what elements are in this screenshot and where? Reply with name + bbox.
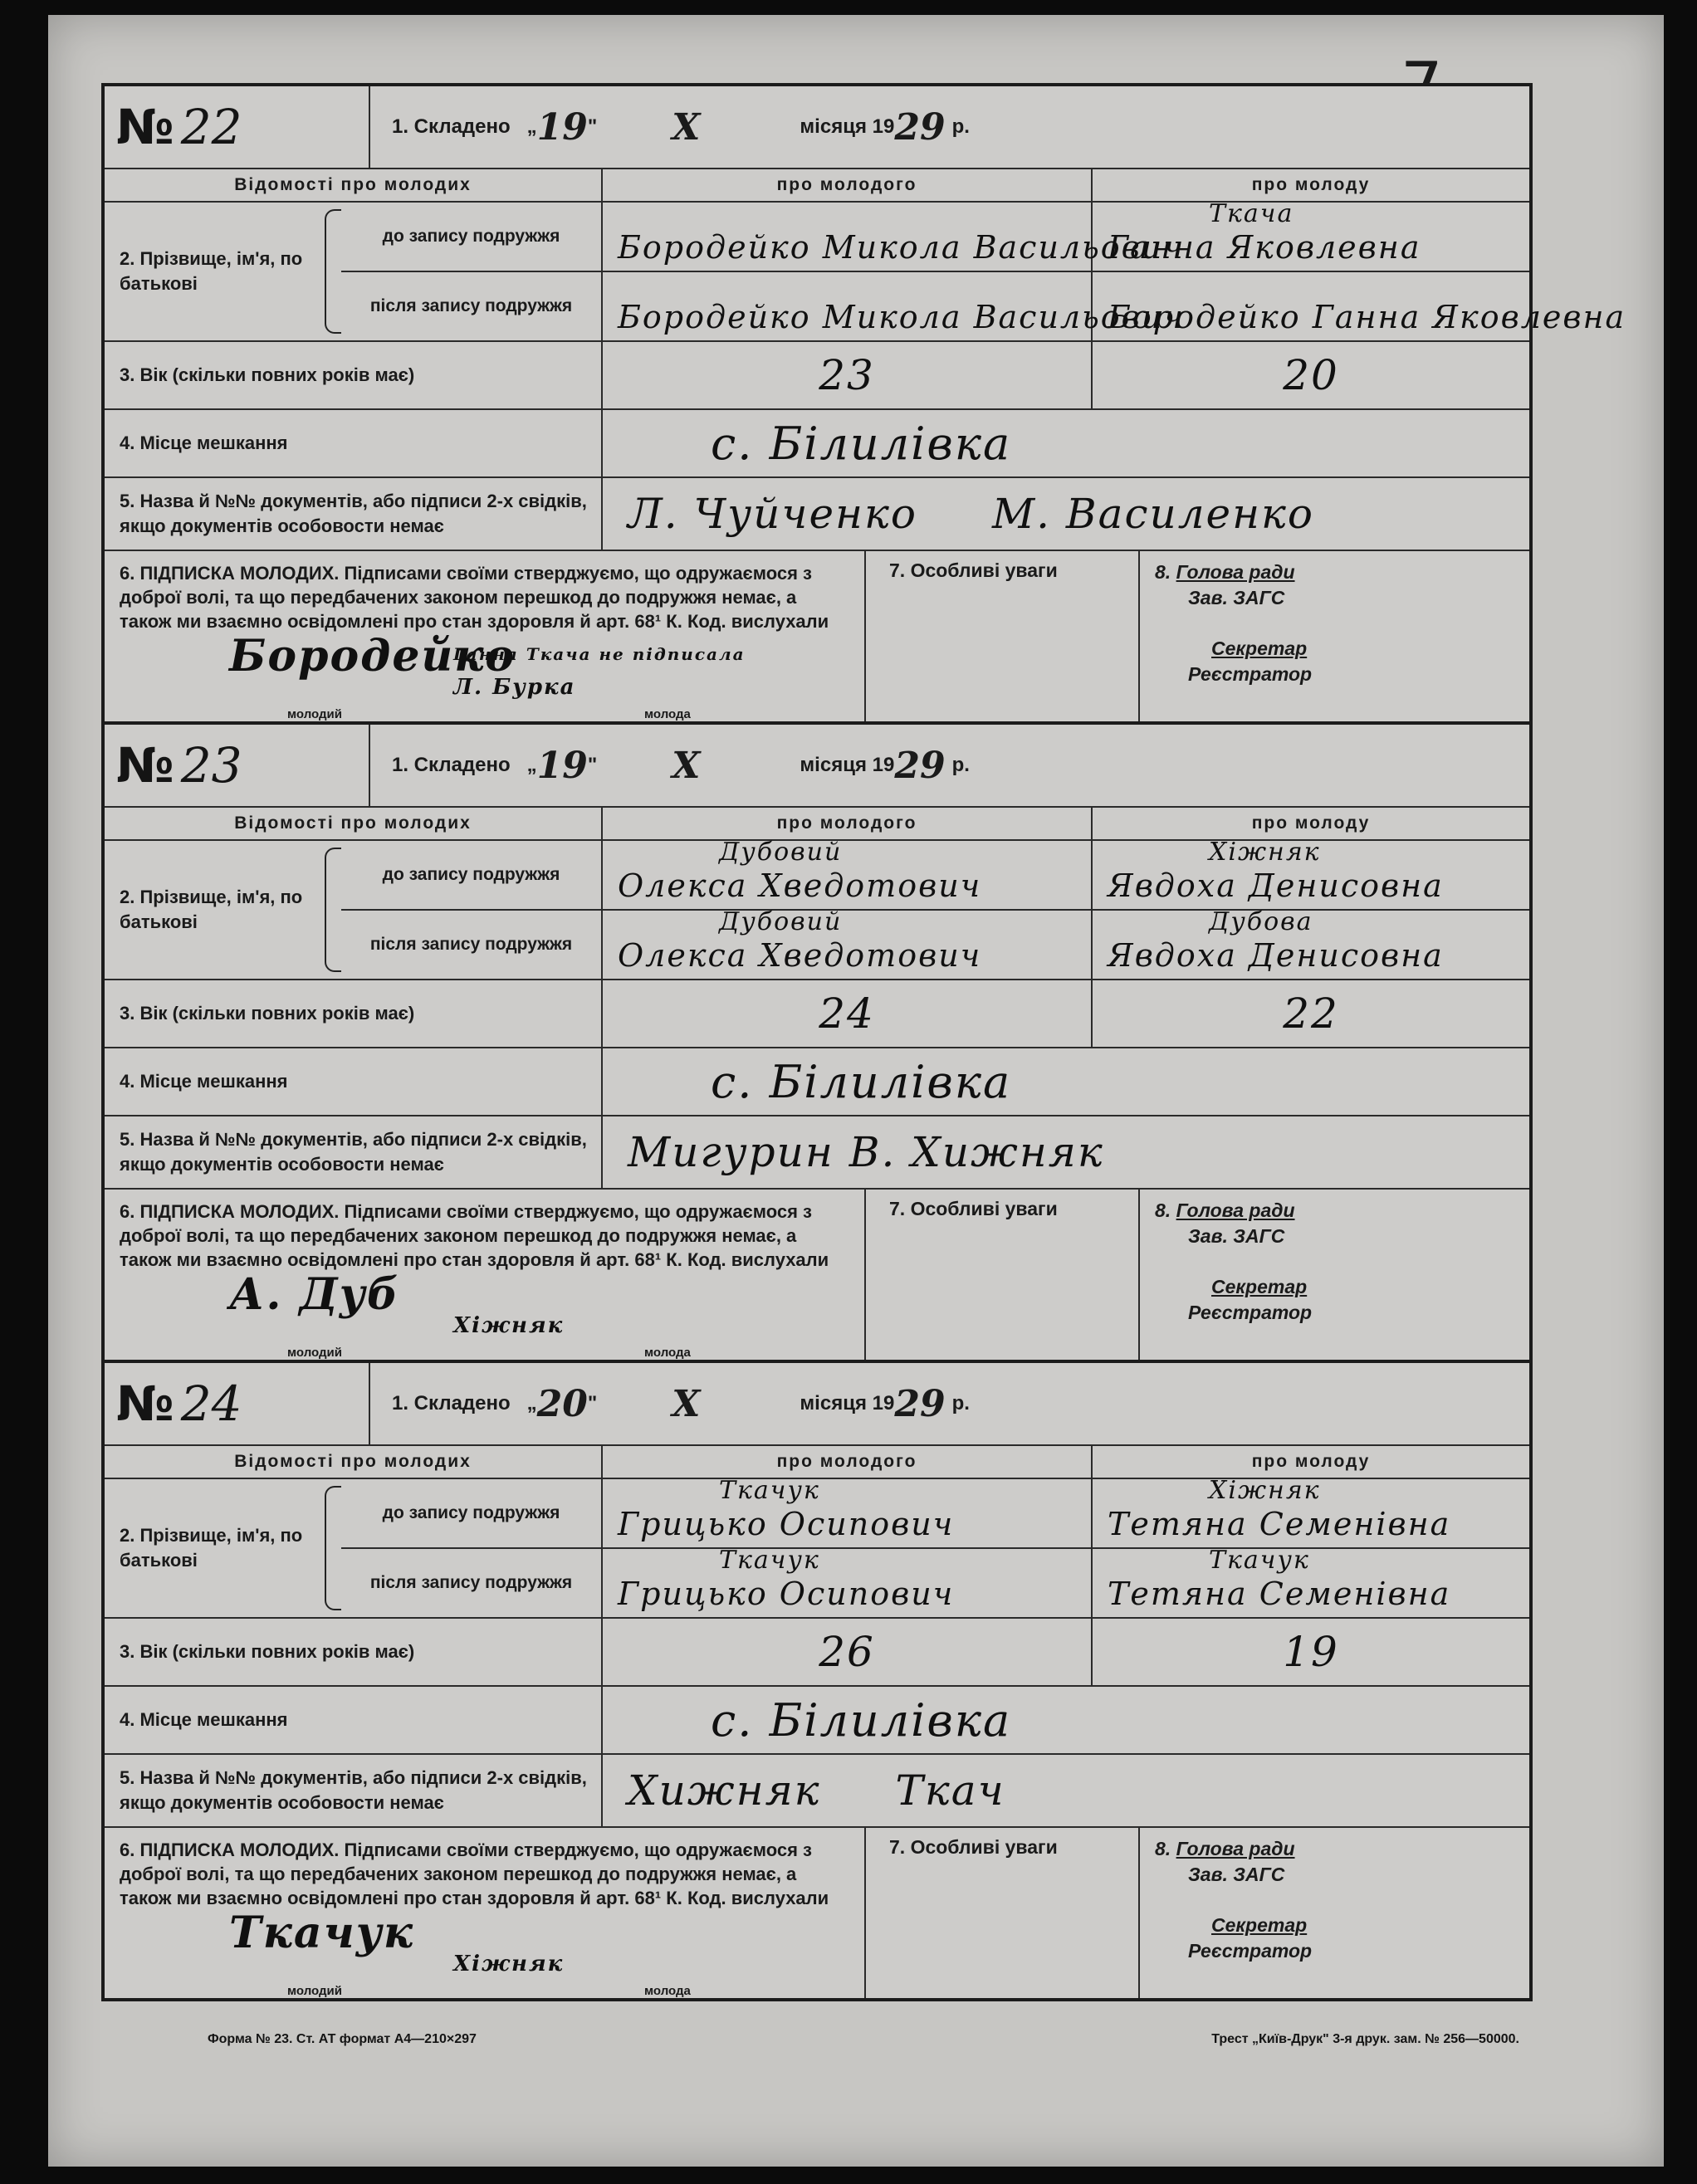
groom-header: про молодого [603,1446,1093,1478]
groom-signature: А. Дуб [229,1269,400,1320]
notes-label: 7. Особливі уваги [866,1828,1140,1998]
bride-name-after: Тетяна Семенівна [1108,1576,1451,1612]
pledge-text: Підписами своїми стверджуємо, що одружаємося з доброї волі, та що передбачених законом перешкод до подружжя немає, а також ми взаємно освідомлені про стан здоровля й арт. 68¹ К. Код. вислухали [120,563,829,632]
bride-surname-before: Хіжняк [1209,1476,1321,1505]
record-subheader-row [105,169,1529,203]
footer-form-info: Форма № 23. Ст. АТ формат А4—210×297 [208,2032,477,2046]
marriage-record [105,725,1529,1363]
record-month: X [672,744,701,787]
groom-name-before: Олекса Хведотович [618,867,982,904]
bride-signature: Хіжняк [453,1313,565,1338]
secretary-label: Секретар [1211,1914,1308,1936]
bride-signature-label: молода [644,1346,691,1360]
residence-label: 4. Місце мешкання [105,1048,603,1115]
before-marriage-label: до запису подружжя [341,1479,601,1549]
pledge-cell [105,551,866,721]
secretary-label: Секретар [1211,638,1308,659]
bride-signature: Хіжняк [453,1952,565,1976]
groom-age: 24 [603,980,1093,1047]
groom-name-before: Грицько Осипович [618,1506,955,1542]
notes-label: 7. Особливі уваги [866,551,1140,721]
witnesses-cell [603,1755,1529,1826]
groom-name-after: Грицько Осипович [618,1576,955,1612]
bride-names-cell [1093,199,1626,340]
names-row [105,838,1529,980]
residence-value: с. Білилівка [711,417,1012,470]
bride-name-after: Явдоха Денисовна [1108,937,1444,974]
bride-name-before: Явдоха Денисовна [1108,867,1444,904]
officials-cell [1140,1828,1529,1998]
age-row [105,980,1529,1048]
names-label: 2. Прізвище, ім'я, по батькові [120,887,303,932]
groom-name-after: Олекса Хведотович [618,937,982,974]
residence-row [105,1687,1529,1755]
record-day: 20 [536,1382,588,1425]
residence-row [105,410,1529,478]
groom-header: про молодого [603,808,1093,839]
head-number: 8. [1155,1199,1171,1221]
names-label-cell [105,1479,603,1617]
witnesses-cell [603,1116,1529,1188]
record-day: 19 [536,744,588,787]
footer-printer-info: Трест „Київ-Друк" 3-я друк. зам. № 256—50000. [1211,2032,1519,2046]
documents-label: 5. Назва й №№ документів, або підписи 2-х свідків, якщо документів особовости немає [105,478,603,550]
head-of-council-label: Голова ради [1176,1838,1295,1859]
groom-name-after: Бородейко Микола Васильович [618,299,1185,335]
pledge-heading: 6. ПІДПИСКА МОЛОДИХ. [120,1201,340,1222]
record-year: 29 [894,744,946,787]
record-month: X [672,1382,701,1425]
after-marriage-label: після запису подружжя [369,1573,573,1592]
zags-label: Зав. ЗАГС [1188,587,1285,608]
before-marriage-label: до запису подружжя [341,203,601,272]
record-date-cell: 1. Складено „ 20 " X місяця 19 29 р. [392,1382,970,1425]
record-number-cell [105,1363,370,1444]
notes-label: 7. Особливі уваги [866,1190,1140,1360]
age-label: 3. Вік (скільки повних років має) [105,1619,603,1685]
head-number: 8. [1155,1838,1171,1859]
record-number: 24 [180,1375,242,1432]
head-of-council-label: Голова ради [1176,1199,1295,1221]
registrar-label: Реєстратор [1188,1940,1313,1962]
groom-signature: Ткачук [229,1908,415,1958]
record-number-cell [105,725,370,806]
brace-mark [325,848,341,972]
marriage-record [105,1363,1529,1998]
number-label: № [116,737,174,794]
groom-surname-before: Дубовий [719,838,843,867]
groom-age: 23 [603,342,1093,408]
page-footer [208,2032,1519,2047]
bride-signature-label: молода [644,1984,691,1998]
groom-names-cell [603,838,1093,979]
residence-value: с. Білилівка [711,1693,1012,1747]
info-header: Відомості про молодих [105,808,603,839]
bride-header: про молоду [1251,175,1371,194]
groom-names-cell [603,203,1185,340]
record-number: 22 [180,99,242,155]
number-label: № [116,99,174,155]
groom-signature-label: молодий [287,1346,342,1360]
names-label-cell [105,203,603,340]
record-year: 29 [894,105,946,149]
pledge-heading: 6. ПІДПИСКА МОЛОДИХ. [120,1840,340,1860]
bride-age: 19 [1283,1628,1339,1676]
witness-signature-2: М. Василенко [991,490,1315,538]
names-row [105,199,1626,342]
age-label: 3. Вік (скільки повних років має) [105,342,603,408]
bride-names-cell [1093,1476,1529,1617]
pledge-row [105,1828,1529,1998]
record-number-cell [105,86,370,168]
bride-header: про молоду [1251,814,1371,833]
record-subheader-row [105,1446,1529,1479]
registrar-label: Реєстратор [1188,663,1313,685]
bride-age: 20 [1283,351,1339,399]
composed-label: 1. Складено [392,1392,511,1414]
witnesses-cell [603,478,1529,550]
bride-names-cell [1093,838,1529,979]
witness-signature-2: Ткач [895,1766,1005,1815]
special-note: Ганна Ткача не підписала [453,644,746,664]
zags-label: Зав. ЗАГС [1188,1864,1285,1885]
pledge-heading: 6. ПІДПИСКА МОЛОДИХ. [120,563,340,584]
bride-name-before: Тетяна Семенівна [1108,1506,1451,1542]
groom-header: про молодого [603,169,1093,201]
pledge-cell [105,1828,866,1998]
record-subheader-row [105,808,1529,841]
names-label: 2. Прізвище, ім'я, по батькові [120,1525,303,1571]
head-number: 8. [1155,561,1171,583]
bride-header: про молоду [1251,1452,1371,1471]
bride-surname-after: Ткачук [1209,1546,1310,1575]
groom-signature-label: молодий [287,1984,342,1998]
pledge-row [105,551,1529,721]
composed-label: 1. Складено [392,115,511,138]
before-marriage-label: до запису подружжя [341,841,601,911]
info-header: Відомості про молодих [105,169,603,201]
secretary-label: Секретар [1211,1276,1308,1297]
documents-label: 5. Назва й №№ документів, або підписи 2-х свідків, якщо документів особовости немає [105,1755,603,1826]
residence-value: с. Білилівка [711,1055,1012,1108]
record-day: 19 [536,105,588,149]
groom-age: 26 [603,1619,1093,1685]
documents-label: 5. Назва й №№ документів, або підписи 2-х свідків, якщо документів особовости немає [105,1116,603,1188]
month-label: місяця 19 [800,754,895,776]
documents-row [105,1755,1529,1828]
groom-surname-after: Ткачук [719,1546,820,1575]
residence-label: 4. Місце мешкання [105,1687,603,1753]
pledge-cell [105,1190,866,1360]
registrar-label: Реєстратор [1188,1302,1313,1323]
bride-surname-before: Хіжняк [1209,838,1321,867]
age-row [105,1619,1529,1687]
bride-signature-label: молода [644,707,691,721]
brace-mark [325,1486,341,1610]
head-of-council-label: Голова ради [1176,561,1295,583]
age-row [105,342,1529,410]
groom-signature: Бородейко [229,631,516,682]
record-number: 23 [180,737,242,794]
residence-row [105,1048,1529,1116]
record-header-row [105,1363,1529,1446]
marriage-record [105,86,1626,725]
month-label: місяця 19 [800,1392,895,1414]
groom-names-cell [603,1476,1093,1617]
bride-name-after: Бородейко Ганна Яковлевна [1108,299,1626,335]
zags-label: Зав. ЗАГС [1188,1225,1285,1247]
month-label: місяця 19 [800,115,895,138]
bride-surname-after: Дубова [1209,907,1313,936]
marriage-register-form [101,83,1626,2001]
info-header: Відомості про молодих [105,1446,603,1478]
composed-label: 1. Складено [392,754,511,776]
residence-label: 4. Місце мешкання [105,410,603,476]
record-date-cell: 1. Складено „ 19 " X місяця 19 29 р. [392,744,970,787]
pledge-text: Підписами своїми стверджуємо, що одружаємося з доброї волі, та що передбачених законом перешкод до подружжя немає, а також ми взаємно освідомлені про стан здоровля й арт. 68¹ К. Код. вислухали [120,1840,829,1908]
witness-signature-1: Хижняк [628,1766,821,1815]
witness-signature-1: Мигурин В. Хижняк [628,1128,1104,1176]
brace-mark [325,209,341,334]
year-suffix: р. [951,1392,970,1414]
documents-row [105,478,1529,551]
year-suffix: р. [951,115,970,138]
bride-surname-before: Ткача [1209,199,1294,228]
year-suffix: р. [951,754,970,776]
groom-signature-label: молодий [287,707,342,721]
bride-age: 22 [1283,989,1339,1038]
record-month: X [672,105,701,149]
pledge-row [105,1190,1529,1360]
record-header-row [105,86,1529,169]
groom-surname-before: Ткачук [719,1476,820,1505]
officials-cell [1140,1190,1529,1360]
groom-name-before: Бородейко Микола Васильович [618,229,1185,266]
bride-signature: Л. Бурка [453,675,576,700]
witness-signature-1: Л. Чуйченко [628,490,917,538]
names-row [105,1476,1529,1619]
record-date-cell: 1. Складено „ 19 " X місяця 19 29 р. [392,105,970,149]
number-label: № [116,1375,174,1432]
officials-cell [1140,551,1529,721]
names-label: 2. Прізвище, ім'я, по батькові [120,248,303,294]
age-label: 3. Вік (скільки повних років має) [105,980,603,1047]
after-marriage-label: після запису подружжя [369,935,573,954]
documents-row [105,1116,1529,1190]
after-marriage-label: після запису подружжя [369,296,573,315]
groom-surname-after: Дубовий [719,907,843,936]
record-year: 29 [894,1382,946,1425]
record-header-row [105,725,1529,808]
bride-name-before: Ганна Яковлевна [1108,229,1421,266]
pledge-text: Підписами своїми стверджуємо, що одружаємося з доброї волі, та що передбачених законом перешкод до подружжя немає, а також ми взаємно освідомлені про стан здоровля й арт. 68¹ К. Код. вислухали [120,1201,829,1270]
names-label-cell [105,841,603,979]
